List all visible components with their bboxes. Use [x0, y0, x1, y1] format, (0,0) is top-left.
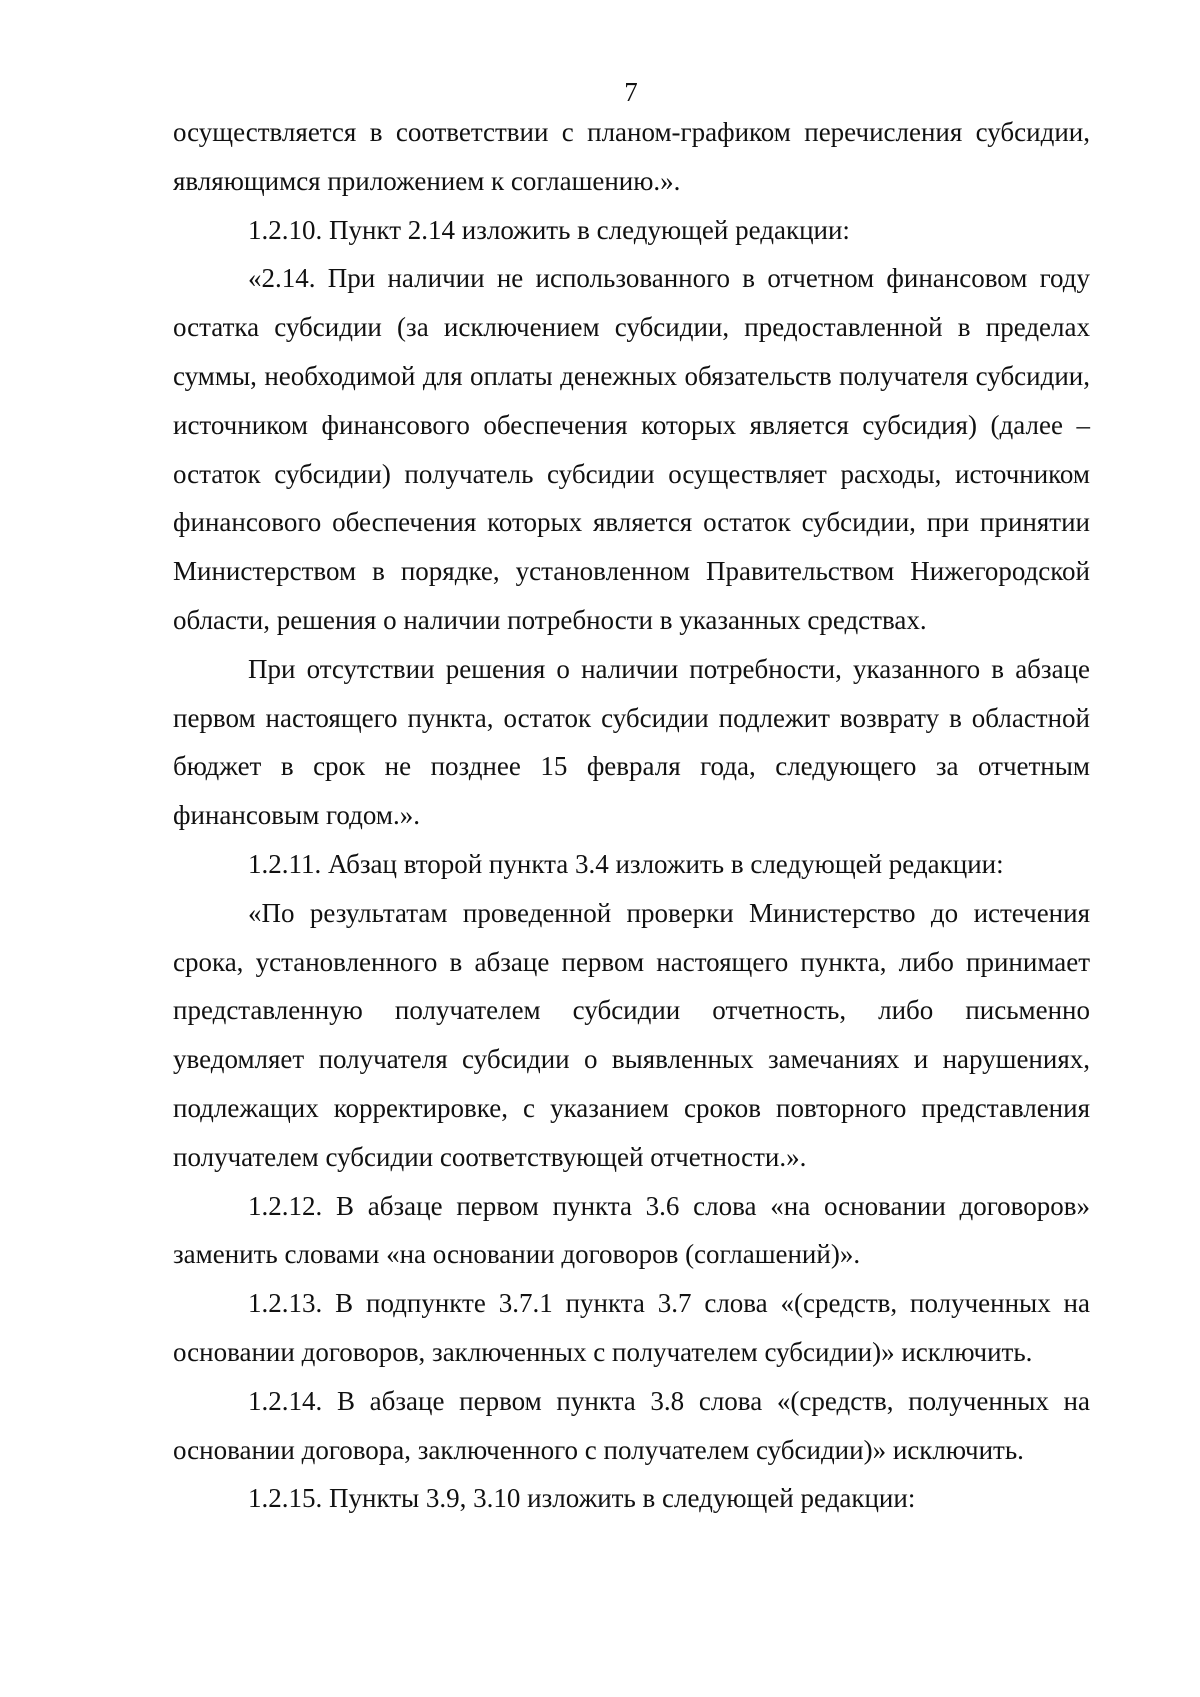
paragraph-continuation: осуществляется в соответствии с планом-графиком перечисления субсидии, являющимся приложением к соглашению.».: [173, 117, 1090, 196]
paragraph-1-2-13: 1.2.13. В подпункте 3.7.1 пункта 3.7 слова «(средств, полученных на основании договоров, заключенных с получателем субсидии)» исключить.: [173, 1288, 1090, 1367]
paragraph-2-14: «2.14. При наличии не использованного в отчетном финансовом году остатка субсидии (за исключением субсидии, предоставленной в пределах суммы, необходимой для оплаты денежных обязательств получателя субсидии, источником финансового обеспечения которых является субсидия) (далее – остаток субсидии) получатель субсидии осуществляет расходы, источником финансового обеспечения которых является остаток субсидии, при принятии Министерством в порядке, установленном Правительством Нижегородской области, решения о наличии потребности в указанных средствах.: [173, 263, 1090, 635]
paragraph-1-2-10: 1.2.10. Пункт 2.14 изложить в следующей редакции:: [248, 214, 850, 245]
paragraph-absence-of-decision: При отсутствии решения о наличии потребности, указанного в абзаце первом настоящего пункта, остаток субсидии подлежит возврату в областной бюджет в срок не позднее 15 февраля года, следующего за отчетным финансовым годом.».: [173, 653, 1090, 831]
paragraph-1-2-11: 1.2.11. Абзац второй пункта 3.4 изложить в следующей редакции:: [248, 848, 1004, 879]
page-number: 7: [624, 77, 638, 107]
paragraph-check-results: «По результатам проведенной проверки Министерство до истечения срока, установленного в абзаце первом настоящего пункта, либо принимает представленную получателем субсидии отчетность, либо письменно уведомляет получателя субсидии о выявленных замечаниях и нарушениях, подлежащих корректировке, с указанием сроков повторного представления получателем субсидии соответствующей отчетности.».: [173, 897, 1090, 1172]
document-body: [173, 108, 1090, 1523]
paragraph-1-2-14: 1.2.14. В абзаце первом пункта 3.8 слова «(средств, полученных на основании договора, заключенного с получателем субсидии)» исключить.: [173, 1385, 1090, 1465]
paragraph-1-2-12: 1.2.12. В абзаце первом пункта 3.6 слова «на основании договоров» заменить словами «на основании договоров (соглашений)».: [173, 1190, 1090, 1270]
paragraph-1-2-15: 1.2.15. Пункты 3.9, 3.10 изложить в следующей редакции:: [248, 1483, 916, 1514]
